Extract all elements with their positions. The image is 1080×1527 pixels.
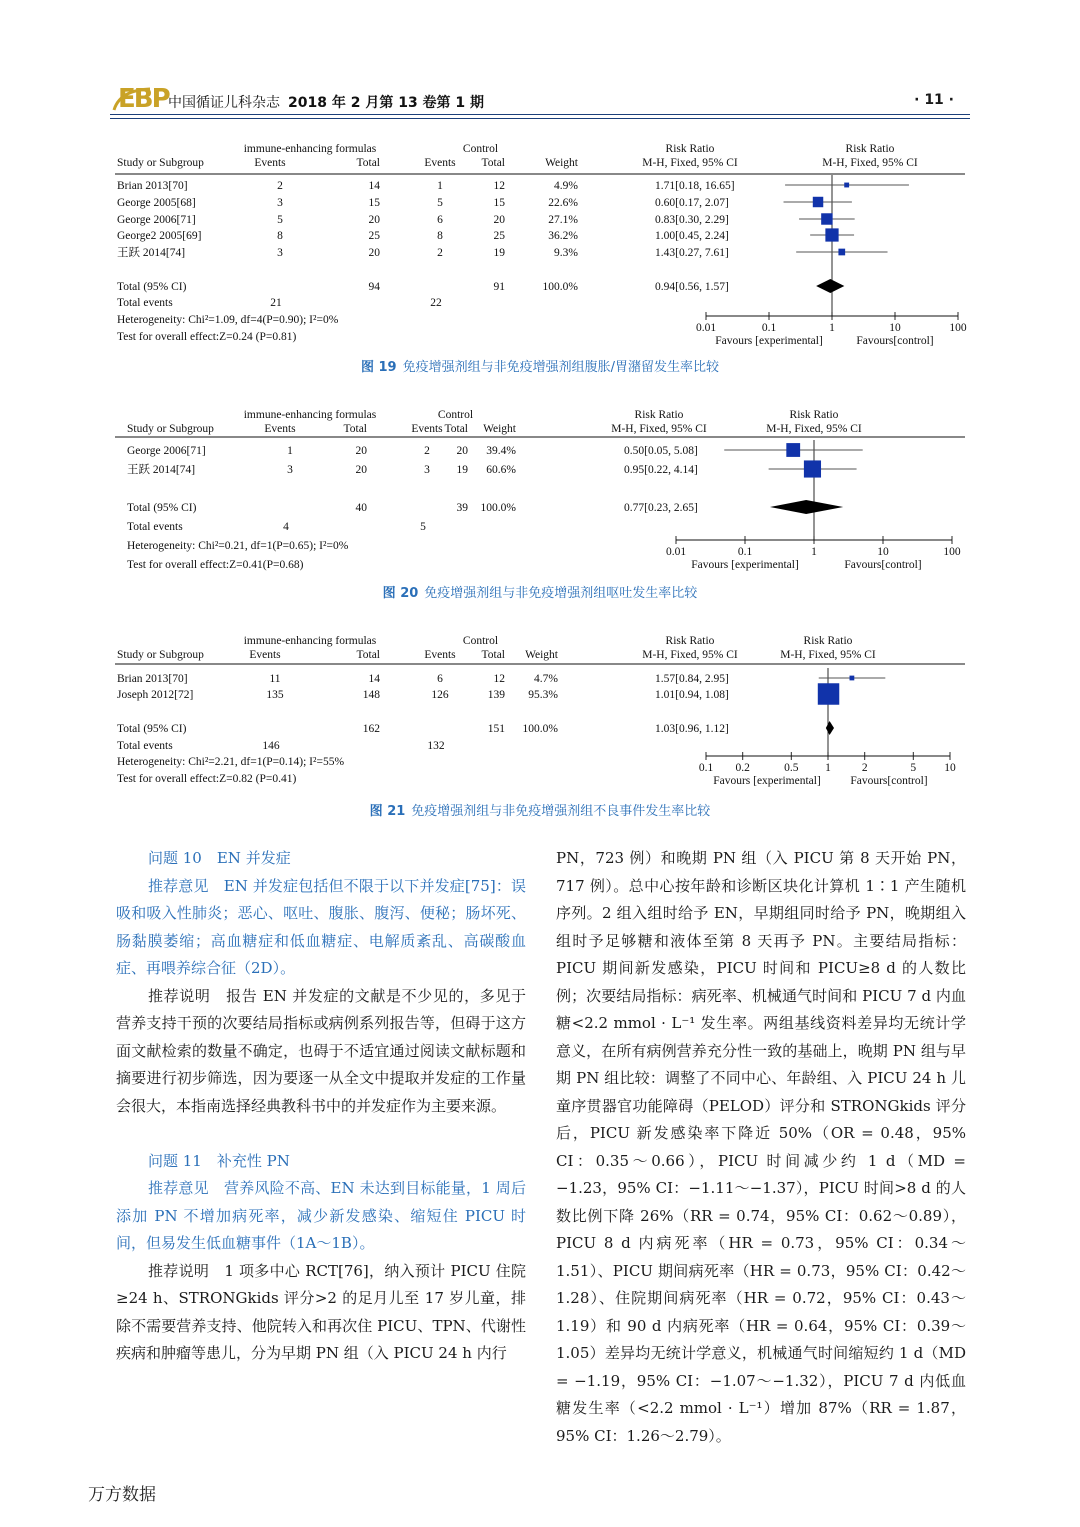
- x-tick-label: 0.01: [695, 322, 717, 334]
- study-name: George 2006[71]: [117, 214, 196, 226]
- total-events-label: Total events: [117, 297, 173, 309]
- risk-ratio: 0.77[0.23, 2.65]: [624, 502, 698, 514]
- risk-ratio: 1.01[0.94, 1.08]: [655, 689, 729, 701]
- total-events-label: Total events: [127, 521, 183, 533]
- col-header-rr-plot: Risk Ratio: [789, 409, 839, 421]
- col-header-events: Events: [424, 157, 456, 169]
- ctrl-total: 20: [493, 214, 505, 226]
- exp-events-total: 146: [262, 740, 280, 752]
- col-header-study: Study or Subgroup: [127, 423, 214, 435]
- weight: 39.4%: [486, 445, 516, 457]
- journal-name: 中国循证儿科杂志: [168, 95, 280, 111]
- col-header-method-plot: M-H, Fixed, 95% CI: [822, 157, 918, 169]
- weight: 36.2%: [548, 230, 578, 242]
- x-tick-label: 0.01: [665, 546, 687, 558]
- point-estimate: [844, 183, 849, 188]
- x-tick-label: 0.5: [784, 762, 799, 774]
- favours-control: Favours[control]: [856, 335, 934, 347]
- col-header-method: M-H, Fixed, 95% CI: [642, 649, 738, 661]
- total-events-label: Total events: [117, 740, 173, 752]
- risk-ratio: 0.83[0.30, 2.29]: [655, 214, 729, 226]
- ctrl-total: 91: [493, 281, 505, 293]
- exp-total: 40: [355, 502, 367, 514]
- figure-21-caption: [0, 800, 1080, 819]
- summary-diamond: [826, 721, 834, 735]
- ctrl-total: 151: [487, 723, 505, 735]
- risk-ratio: 0.50[0.05, 5.08]: [624, 445, 698, 457]
- col-header-rr: Risk Ratio: [665, 143, 715, 155]
- exp-total: 148: [362, 689, 380, 701]
- col-header-method-plot: M-H, Fixed, 95% CI: [766, 423, 862, 435]
- weight: 95.3%: [528, 689, 558, 701]
- risk-ratio: 0.94[0.56, 1.57]: [655, 281, 729, 293]
- weight: 100.0%: [480, 502, 516, 514]
- heterogeneity: Heterogeneity: Chi²=0.21, df=1(P=0.65); I²=0%: [127, 540, 349, 552]
- ctrl-events: 3: [424, 464, 430, 476]
- study-name: Brian 2013[70]: [117, 180, 188, 192]
- overall-effect: Test for overall effect:Z=0.82 (P=0.41): [117, 773, 297, 785]
- favours-experimental: Favours [experimental]: [691, 559, 799, 571]
- exp-events: 5: [277, 214, 283, 226]
- exp-events: 3: [287, 464, 293, 476]
- exp-events: 3: [277, 247, 283, 259]
- forest-plot-21: [0, 632, 1080, 792]
- x-tick-label: 5: [910, 762, 917, 774]
- col-header-rr: Risk Ratio: [634, 409, 684, 421]
- exp-total: 20: [355, 445, 367, 457]
- exp-total: 14: [368, 673, 380, 685]
- ctrl-total: 12: [493, 180, 505, 192]
- ctrl-total: 12: [493, 673, 505, 685]
- ctrl-events: 2: [424, 445, 430, 457]
- x-tick-label: 10: [889, 322, 901, 334]
- ctrl-total: 39: [456, 502, 468, 514]
- col-header-rr: Risk Ratio: [665, 635, 715, 647]
- col-header-weight: Weight: [525, 649, 558, 661]
- group-header-experimental: immune-enhancing formulas: [243, 143, 377, 155]
- risk-ratio: 1.71[0.18, 16.65]: [655, 180, 735, 192]
- col-header-method-plot: M-H, Fixed, 95% CI: [780, 649, 876, 661]
- point-estimate: [821, 213, 832, 224]
- journal-logo: EBP: [118, 84, 169, 114]
- figure-number: 图 20: [382, 586, 419, 601]
- ctrl-events-total: 132: [427, 740, 445, 752]
- favours-experimental: Favours [experimental]: [713, 775, 821, 787]
- total-label: Total (95% CI): [117, 281, 187, 293]
- forest-plot-20: [0, 406, 1080, 576]
- col-header-total: Total: [481, 649, 505, 661]
- study-name: George 2006[71]: [127, 445, 206, 457]
- weight: 9.3%: [554, 247, 578, 259]
- risk-ratio: 1.57[0.84, 2.95]: [655, 673, 729, 685]
- x-tick-label: 100: [943, 546, 961, 558]
- total-label: Total (95% CI): [127, 502, 197, 514]
- ctrl-events: 126: [431, 689, 449, 701]
- study-name: 王跃 2014[74]: [127, 464, 196, 476]
- col-header-events: Events: [411, 423, 443, 435]
- page-number: · 11 ·: [914, 92, 954, 108]
- ctrl-events: 6: [437, 214, 443, 226]
- point-estimate: [850, 676, 855, 681]
- total-label: Total (95% CI): [117, 723, 187, 735]
- summary-diamond: [770, 500, 843, 514]
- figure-20-caption: [0, 582, 1080, 601]
- overall-effect: Test for overall effect:Z=0.24 (P=0.81): [117, 331, 297, 343]
- exp-events: 3: [277, 197, 283, 209]
- group-header-control: Control: [437, 409, 474, 421]
- study-name: George2 2005[69]: [117, 230, 202, 242]
- x-tick-label: 1: [825, 762, 831, 774]
- point-estimate: [786, 443, 800, 457]
- header-rule: [110, 114, 970, 115]
- caption-text: 免疫增强剂组与非免疫增强剂组不良事件发生率比较: [411, 804, 711, 819]
- heterogeneity: Heterogeneity: Chi²=1.09, df=4(P=0.90); I²=0%: [117, 314, 339, 326]
- weight: 4.7%: [534, 673, 558, 685]
- ctrl-total: 19: [493, 247, 505, 259]
- point-estimate: [825, 228, 838, 241]
- risk-ratio: 1.00[0.45, 2.24]: [655, 230, 729, 242]
- col-header-rr-plot: Risk Ratio: [803, 635, 853, 647]
- x-tick-label: 0.1: [761, 322, 777, 334]
- x-tick-label: 10: [877, 546, 889, 558]
- study-name: 王跃 2014[74]: [117, 247, 186, 259]
- paragraph: 问题 11 补充性 PN: [148, 1151, 290, 1170]
- group-header-experimental: immune-enhancing formulas: [243, 635, 377, 647]
- col-header-events: Events: [424, 649, 456, 661]
- figure-number: 图 21: [369, 804, 406, 819]
- exp-total: 162: [362, 723, 380, 735]
- ctrl-events-total: 22: [430, 297, 442, 309]
- risk-ratio: 1.43[0.27, 7.61]: [655, 247, 729, 259]
- x-tick-label: 2: [861, 762, 868, 774]
- col-header-events: Events: [249, 649, 281, 661]
- exp-events: 8: [277, 230, 283, 242]
- col-header-weight: Weight: [483, 423, 516, 435]
- col-header-method: M-H, Fixed, 95% CI: [611, 423, 707, 435]
- forest-plot-19: [0, 140, 1080, 350]
- caption-text: 免疫增强剂组与非免疫增强剂组呕吐发生率比较: [424, 586, 698, 601]
- exp-events: 135: [266, 689, 284, 701]
- col-header-total: Total: [444, 423, 468, 435]
- paragraph: 问题 10 EN 并发症: [148, 849, 291, 867]
- ctrl-total: 19: [456, 464, 468, 476]
- exp-total: 20: [368, 214, 380, 226]
- issue-info: 2018 年 2 月第 13 卷第 1 期: [288, 95, 485, 111]
- x-tick-label: 1: [811, 546, 817, 558]
- caption-text: 免疫增强剂组与非免疫增强剂组腹胀/胃潴留发生率比较: [402, 360, 719, 375]
- col-header-events: Events: [254, 157, 286, 169]
- ctrl-total: 139: [487, 689, 505, 701]
- col-header-total: Total: [343, 423, 367, 435]
- point-estimate: [804, 460, 821, 477]
- overall-effect: Test for overall effect:Z=0.41(P=0.68): [127, 559, 304, 571]
- exp-events: 1: [287, 445, 293, 457]
- paragraph: [116, 1120, 526, 1148]
- exp-events: 11: [269, 673, 281, 685]
- running-header: [110, 84, 970, 120]
- x-tick-label: 1: [829, 322, 835, 334]
- ctrl-events: 6: [437, 673, 443, 685]
- footer-watermark: 万方数据: [88, 1485, 156, 1505]
- group-header-experimental: immune-enhancing formulas: [243, 409, 377, 421]
- ctrl-events: 2: [437, 247, 443, 259]
- study-name: Brian 2013[70]: [117, 673, 188, 685]
- x-tick-label: 0.1: [737, 546, 753, 558]
- group-header-control: Control: [462, 635, 499, 647]
- weight: 22.6%: [548, 197, 578, 209]
- ctrl-total: 25: [493, 230, 505, 242]
- favours-control: Favours[control]: [844, 559, 922, 571]
- point-estimate: [838, 249, 845, 256]
- exp-total: 14: [368, 180, 380, 192]
- exp-events-total: 21: [270, 297, 282, 309]
- col-header-rr-plot: Risk Ratio: [845, 143, 895, 155]
- ctrl-total: 20: [456, 445, 468, 457]
- col-header-study: Study or Subgroup: [117, 649, 204, 661]
- risk-ratio: 0.60[0.17, 2.07]: [655, 197, 729, 209]
- weight: 4.9%: [554, 180, 578, 192]
- col-header-study: Study or Subgroup: [117, 157, 204, 169]
- ctrl-events: 8: [437, 230, 443, 242]
- figure-number: 图 19: [360, 360, 397, 375]
- paragraph: PN，723 例）和晚期 PN 组（入 PICU 第 8 天开始 PN，717 例）。总中心按年龄和诊断区块化计算机 1∶1 产生随机序列。2 组入组时给予 EN，早期组同时给予 PN，晚期组入组时予足够糖和液体至第 8 天再予 PN。主要结局指标：PICU 期间新发感染，PICU 时间和 PICU≥8 d 的人数比例；次要结局指标：病死率、机械通气时间和 PICU 7 d 内血糖<2.2 mmol · L⁻¹ 发生率。两组基线资料差异均无统计学意义，在所有病例营养充分性一致的基础上，晚期 PN 组与早期 PN 组比较：调整了不同中心、年龄组、入 PICU 24 h 儿童序贯器官功能障碍（PELOD）评分和 STRONGkids 评分后，PICU 新发感染率下降近 50%（OR = 0.48，95% CI：0.35～0.66），PICU 时间减少约 1 d（MD = −1.23，95% CI：−1.11～−1.37），PICU 时间>8 d 的人数比例下降 26%（RR = 0.74，95% CI：0.62～0.89），PICU 8 d 内病死率（HR = 0.73，95% CI：0.34～1.51）、PICU 期间病死率（HR = 0.73，95% CI：0.42～1.28）、住院期间病死率（HR = 0.72，95% CI：0.43～1.19）和 90 d 内病死率（HR = 0.64，95% CI：0.39～1.05）差异均无统计学意义，机械通气时间缩短约 1 d（MD = −1.19，95% CI：−1.07～−1.32），PICU 7 d 内低血糖发生率（<2.2 mmol · L⁻¹）增加 87%（RR = 1.87，95% CI：1.26～2.79）。: [556, 849, 966, 1445]
- paragraph: 推荐意见 EN 并发症包括但不限于以下并发症[75]：误吸和吸入性肺炎；恶心、呕吐、腹胀、腹泻、便秘；肠坏死、肠黏膜萎缩；高血糖症和低血糖症、电解质紊乱、高碳酸血症、再喂养综合征（2D）。: [116, 876, 526, 977]
- point-estimate: [818, 683, 839, 704]
- right-column: [556, 845, 966, 1450]
- point-estimate: [813, 197, 823, 207]
- exp-total: 20: [368, 247, 380, 259]
- study-name: George 2005[68]: [117, 197, 196, 209]
- col-header-total: Total: [356, 649, 380, 661]
- ctrl-events: 1: [437, 180, 443, 192]
- weight: 100.0%: [542, 281, 578, 293]
- summary-diamond: [816, 279, 844, 293]
- exp-total: 25: [368, 230, 380, 242]
- study-name: Joseph 2012[72]: [117, 689, 194, 701]
- weight: 60.6%: [486, 464, 516, 476]
- col-header-events: Events: [264, 423, 296, 435]
- risk-ratio: 1.03[0.96, 1.12]: [655, 723, 729, 735]
- exp-total: 15: [368, 197, 380, 209]
- col-header-weight: Weight: [545, 157, 578, 169]
- exp-events: 2: [277, 180, 283, 192]
- exp-total: 20: [355, 464, 367, 476]
- col-header-total: Total: [356, 157, 380, 169]
- favours-control: Favours[control]: [850, 775, 928, 787]
- risk-ratio: 0.95[0.22, 4.14]: [624, 464, 698, 476]
- x-tick-label: 100: [949, 322, 967, 334]
- heterogeneity: Heterogeneity: Chi²=2.21, df=1(P=0.14); I²=55%: [117, 756, 345, 768]
- figure-19-caption: [0, 356, 1080, 375]
- paragraph: 推荐说明 1 项多中心 RCT[76]，纳入预计 PICU 住院≥24 h、STRONGkids 评分>2 的足月儿至 17 岁儿童，排除不需要营养支持、他院转入和再次住 PICU、TPN、代谢性疾病和肿瘤等患儿，分为早期 PN 组（入 PICU 24 h 内行: [116, 1261, 526, 1362]
- paragraph: 推荐说明 报告 EN 并发症的文献是不少见的，多见于营养支持干预的次要结局指标或病例系列报告等，但碍于这方面文献检索的数量不确定，也碍于不适宜通过阅读文献标题和摘要进行初步筛选，因为要逐一从全文中提取并发症的工作量会很大，本指南选择经典教科书中的并发症作为主要来源。: [116, 986, 526, 1115]
- col-header-total: Total: [481, 157, 505, 169]
- x-tick-label: 0.1: [698, 762, 714, 774]
- x-tick-label: 0.2: [735, 762, 750, 774]
- ctrl-events: 5: [437, 197, 443, 209]
- col-header-method: M-H, Fixed, 95% CI: [642, 157, 738, 169]
- group-header-control: Control: [462, 143, 499, 155]
- favours-experimental: Favours [experimental]: [715, 335, 823, 347]
- left-column: [116, 845, 526, 1368]
- ctrl-total: 15: [493, 197, 505, 209]
- header-rule-thin: [110, 118, 970, 119]
- exp-total: 94: [368, 281, 380, 293]
- x-tick-label: 10: [944, 762, 956, 774]
- paragraph: 推荐意见 营养风险不高、EN 未达到目标能量，1 周后添加 PN 不增加病死率，减少新发感染、缩短住 PICU 时间，但易发生低血糖事件（1A～1B）。: [116, 1179, 526, 1252]
- weight: 27.1%: [548, 214, 578, 226]
- ctrl-events-total: 5: [420, 521, 426, 533]
- weight: 100.0%: [522, 723, 558, 735]
- exp-events-total: 4: [283, 521, 289, 533]
